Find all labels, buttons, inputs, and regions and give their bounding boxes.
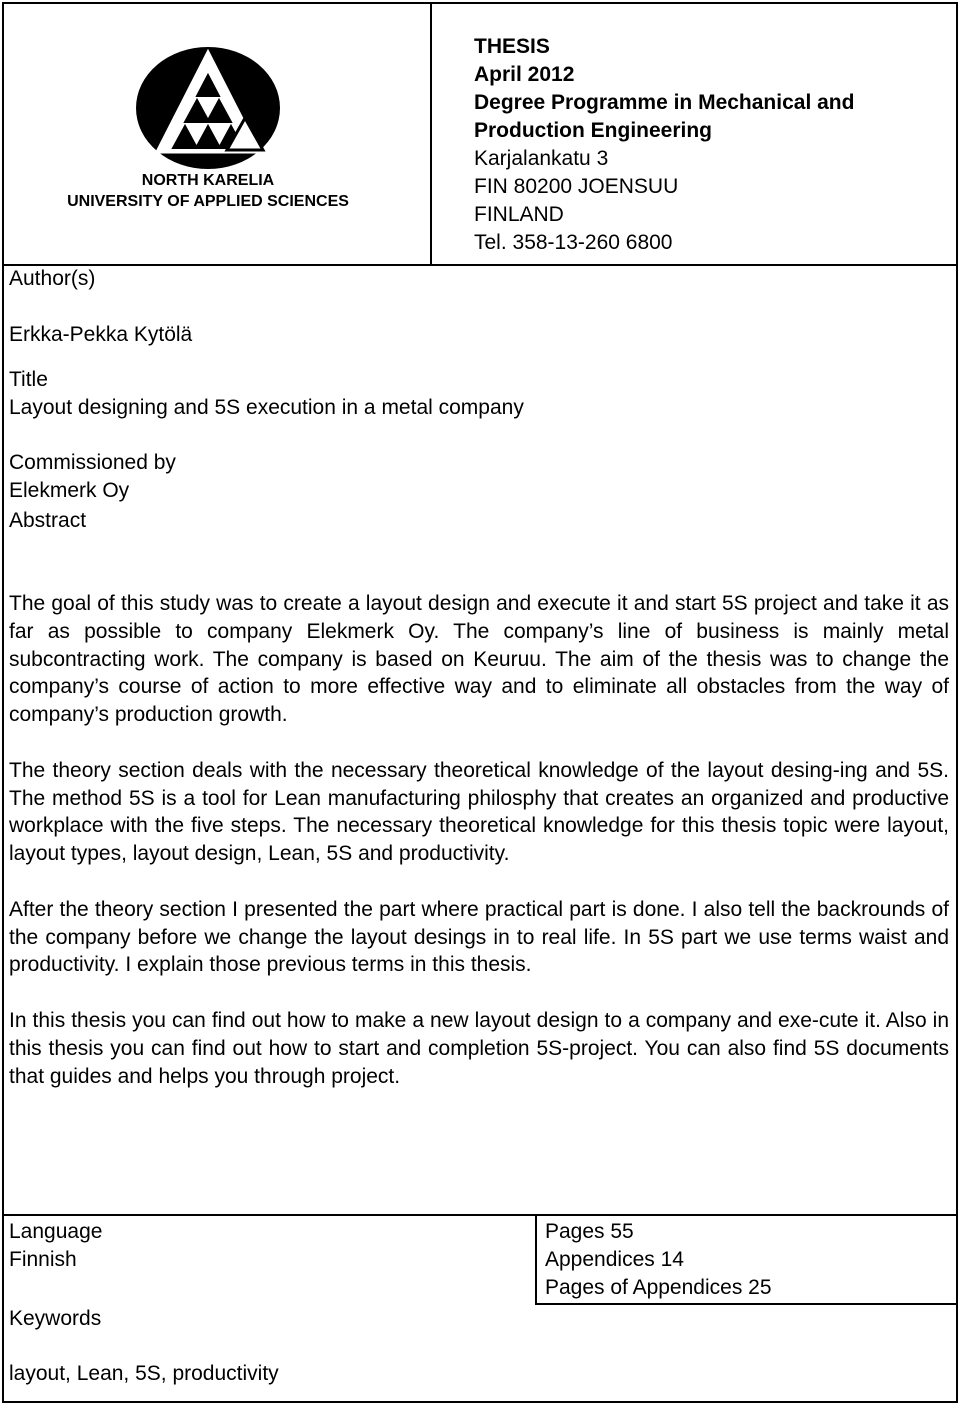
- programme-line2: Production Engineering: [474, 119, 713, 142]
- commissioned-label: Commissioned by: [9, 451, 176, 474]
- address-line2: FIN 80200 JOENSUU: [474, 175, 679, 198]
- language-value: Finnish: [9, 1248, 77, 1271]
- logo-caption-line1: NORTH KARELIA: [141, 172, 275, 189]
- title-value: Layout designing and 5S execution in a metal company: [9, 396, 524, 419]
- country: FINLAND: [474, 203, 564, 226]
- keywords-label: Keywords: [9, 1307, 102, 1330]
- abstract-paragraph: The goal of this study was to create a layout design and execute it and start 5S project and take it as far as possible to company Elekmerk Oy. The company’s line of business is mainly metal subcontracting work. The company is based on Keuruu. The aim of the thesis was to change the company’s course of action to more effective way and to eliminate all obstacles from the way of company’s production growth.: [9, 592, 949, 727]
- pages-of-appendices: Pages of Appendices 25: [545, 1276, 772, 1299]
- abstract-paragraph: After the theory section I presented the part where practical part is done. I also tell the backrounds of the company before we change the layout desings in to real life. In 5S part we use terms waist and productivity. I explain those previous terms in this thesis.: [9, 897, 949, 977]
- university-logo: [135, 46, 281, 170]
- pages-count: Pages 55: [545, 1220, 634, 1243]
- author-value: Erkka-Pekka Kytölä: [9, 323, 193, 346]
- author-label: Author(s): [9, 267, 96, 290]
- doc-type: THESIS: [474, 35, 550, 58]
- title-label: Title: [9, 368, 48, 391]
- abstract-body: [9, 590, 949, 1118]
- phone: Tel. 358-13-260 6800: [474, 231, 673, 254]
- appendices-count: Appendices 14: [545, 1248, 684, 1271]
- programme-line1: Degree Programme in Mechanical and: [474, 91, 855, 114]
- address-line1: Karjalankatu 3: [474, 147, 609, 170]
- language-label: Language: [9, 1220, 103, 1243]
- abstract-paragraph: In this thesis you can find out how to make a new layout design to a company and exe-cute it. Also in this thesis you can find out how to start and completion 5S-project. You can also find 5S documents that guides and helps you through project.: [9, 1008, 949, 1088]
- commissioned-value: Elekmerk Oy: [9, 479, 130, 502]
- keywords-value: layout, Lean, 5S, productivity: [9, 1362, 279, 1385]
- logo-caption-line2: UNIVERSITY OF APPLIED SCIENCES: [67, 193, 349, 210]
- abstract-label: Abstract: [9, 509, 87, 532]
- date: April 2012: [474, 63, 575, 86]
- abstract-paragraph: The theory section deals with the necessary theoretical knowledge of the layout desing-ing and 5S. The method 5S is a tool for Lean manufacturing philosphy that creates an organized and productive workplace with the five steps. The necessary theoretical knowledge for this thesis topic were layout, layout types, layout design, Lean, 5S and productivity.: [9, 758, 949, 866]
